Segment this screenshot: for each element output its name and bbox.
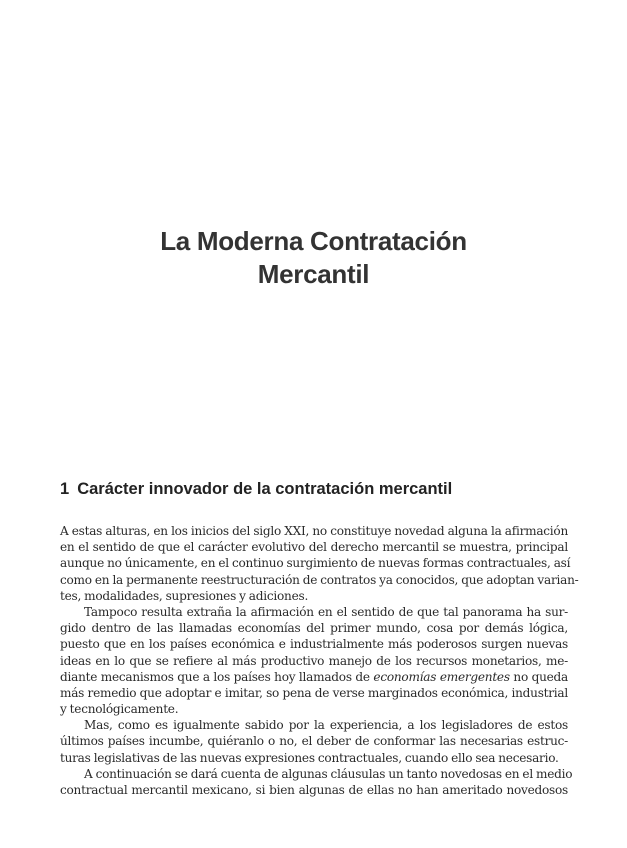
chapter-title-line-2: Mercantil xyxy=(257,259,370,289)
text-line: en el sentido de que el carácter evolutivo del derecho mercantil se muestra, principal xyxy=(60,540,568,555)
italic-term: economías emergentes xyxy=(373,669,510,684)
text-line xyxy=(60,669,568,685)
section-number: 1 xyxy=(60,480,70,498)
text-line: y tecnológicamente. xyxy=(60,702,179,717)
text-line: aunque no únicamente, en el continuo surgimiento de nuevas formas contractuales, así xyxy=(60,556,571,571)
section-heading xyxy=(60,480,452,499)
text-line: turas legislativas de las nuevas expresiones contractuales, cuando ello sea necesario. xyxy=(60,750,559,765)
text-line: ideas en lo que se refiere al más productivo manejo de los recursos monetarios, me- xyxy=(60,653,568,668)
text-line: Tampoco resulta extraña la afirmación en el sentido de que tal panorama ha sur- xyxy=(84,604,568,619)
text-line: últimos países incumbe, quiéranlo o no, el deber de conformar las necesarias estruc- xyxy=(60,734,568,749)
text-line: contractual mercantil mexicano, si bien algunas de ellas no han ameritado novedosos xyxy=(60,783,568,797)
text-line: puesto que en los países económica e industrialmente más poderosos surgen nuevas xyxy=(60,637,568,652)
text-line: A continuación se dará cuenta de algunas cláusulas un tanto novedosas en el medio xyxy=(84,766,573,781)
section-title: Carácter innovador de la contratación mercantil xyxy=(77,480,453,498)
body-text xyxy=(60,523,579,798)
text-segment: no queda xyxy=(509,669,569,684)
text-segment: diante mecanismos que a los países hoy llamados de xyxy=(60,669,374,684)
text-line: gido dentro de las llamadas economías del primer mundo, cosa por demás lógica, xyxy=(60,621,568,636)
text-line: como en la permanente reestructuración de contratos ya conocidos, que adoptan varian- xyxy=(60,572,579,587)
text-line: tes, modalidades, supresiones y adiciones. xyxy=(60,588,309,603)
text-line: A estas alturas, en los inicios del siglo XXI, no constituye novedad alguna la afirmación xyxy=(60,524,568,538)
text-line: Mas, como es igualmente sabido por la experiencia, a los legisladores de estos xyxy=(84,718,568,733)
text-line: más remedio que adoptar e imitar, so pena de verse marginados económica, industrial xyxy=(60,685,568,700)
chapter-title-line-1: La Moderna Contratación xyxy=(160,226,467,256)
